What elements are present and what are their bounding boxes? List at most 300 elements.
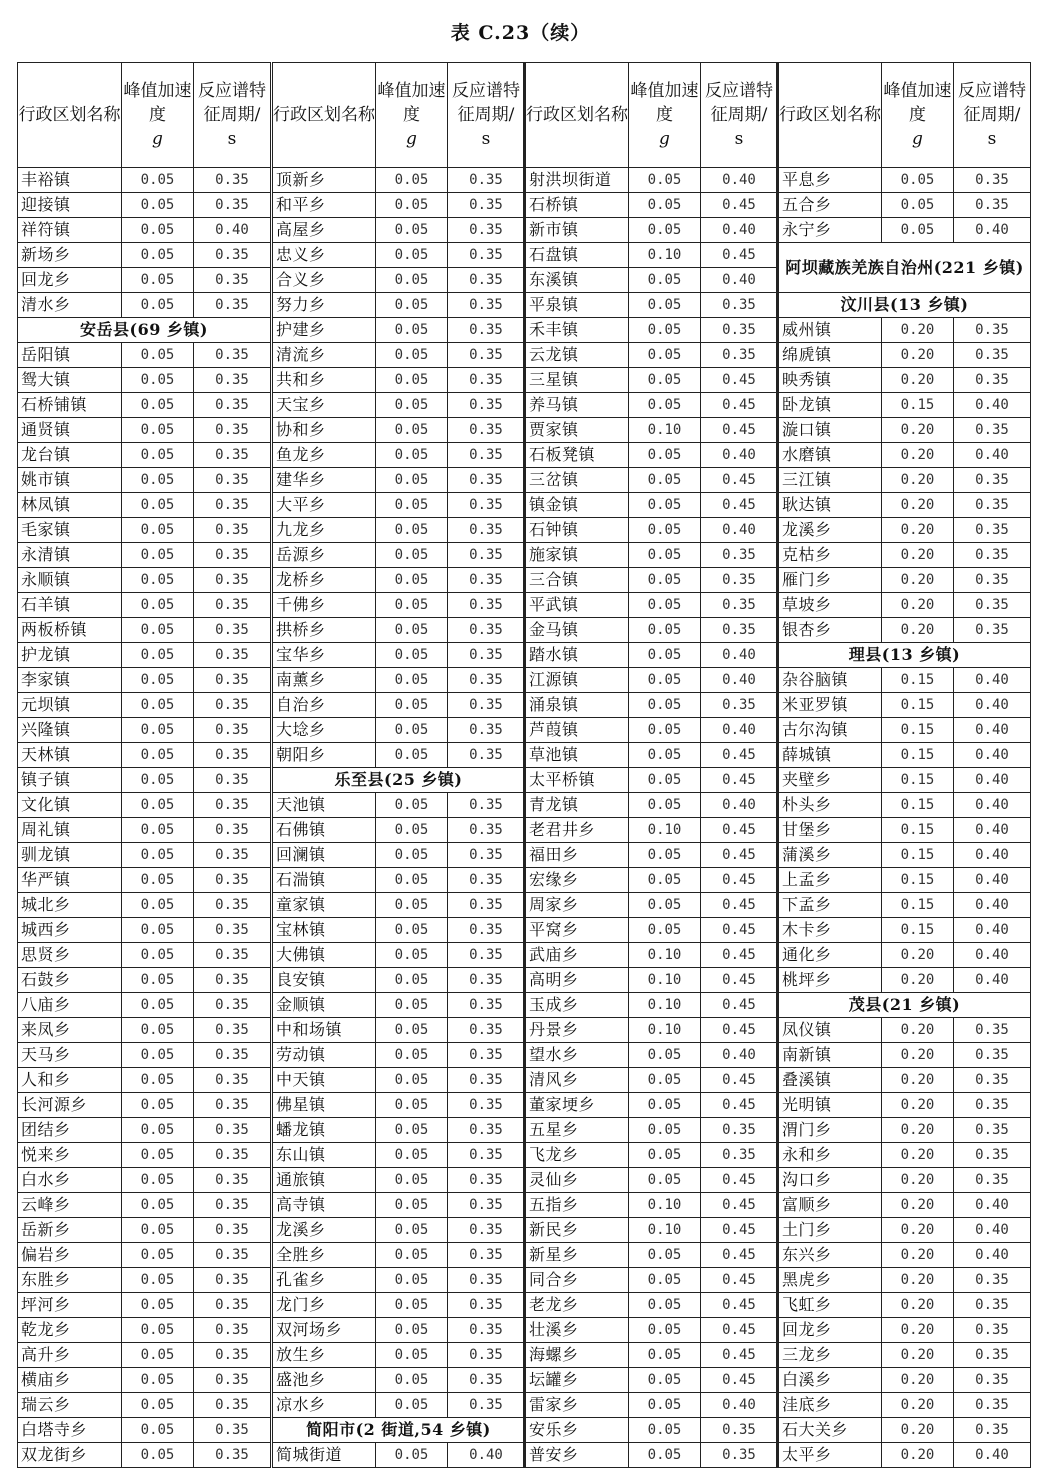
table-row <box>18 693 271 718</box>
region-name: 鸳大镇 <box>18 368 122 393</box>
region-name: 石大关乡 <box>778 1418 882 1443</box>
table-row <box>525 1418 778 1443</box>
region-name: 横庙乡 <box>18 1368 122 1393</box>
response-period: 0.35 <box>701 693 778 718</box>
response-period: 0.35 <box>448 1268 525 1293</box>
table-row <box>272 1293 525 1318</box>
peak-acceleration: 0.05 <box>376 1368 448 1393</box>
response-period: 0.35 <box>448 618 525 643</box>
table-row <box>778 318 1031 343</box>
table-row <box>525 793 778 818</box>
response-period: 0.40 <box>954 793 1031 818</box>
region-name: 良安镇 <box>272 968 376 993</box>
response-period: 0.35 <box>194 1418 271 1443</box>
region-name: 东胜乡 <box>18 1268 122 1293</box>
peak-acceleration: 0.05 <box>122 643 194 668</box>
response-period: 0.45 <box>701 368 778 393</box>
region-name: 九龙乡 <box>272 518 376 543</box>
table-row <box>525 593 778 618</box>
response-period: 0.40 <box>701 518 778 543</box>
peak-acceleration: 0.15 <box>882 768 954 793</box>
table-row <box>525 393 778 418</box>
response-period: 0.35 <box>194 1243 271 1268</box>
region-name: 海螺乡 <box>525 1343 629 1368</box>
table-row <box>778 843 1031 868</box>
region-name: 玉成乡 <box>525 993 629 1018</box>
table-row <box>525 993 778 1018</box>
peak-acceleration: 0.15 <box>882 718 954 743</box>
response-period: 0.35 <box>448 818 525 843</box>
peak-acceleration: 0.05 <box>376 1118 448 1143</box>
table-row <box>525 868 778 893</box>
table-row <box>272 618 525 643</box>
region-name: 普安乡 <box>525 1443 629 1468</box>
table-row <box>778 1318 1031 1343</box>
table-row <box>18 543 271 568</box>
response-period: 0.45 <box>701 768 778 793</box>
peak-acceleration: 0.05 <box>629 368 701 393</box>
region-name: 沟口乡 <box>778 1168 882 1193</box>
peak-acceleration: 0.05 <box>629 193 701 218</box>
peak-acceleration: 0.15 <box>882 393 954 418</box>
response-period: 0.45 <box>701 743 778 768</box>
header-name: 行政区划名称 <box>18 63 122 168</box>
table-row <box>272 743 525 768</box>
unit-g: g <box>152 129 163 149</box>
region-name: 三龙乡 <box>778 1343 882 1368</box>
peak-acceleration: 0.05 <box>376 993 448 1018</box>
region-name: 龙溪乡 <box>778 518 882 543</box>
peak-acceleration: 0.05 <box>629 493 701 518</box>
table-row <box>18 393 271 418</box>
peak-acceleration: 0.20 <box>882 1243 954 1268</box>
data-table-grid <box>17 62 1029 1468</box>
table-row <box>778 1143 1031 1168</box>
peak-acceleration: 0.05 <box>376 1343 448 1368</box>
peak-acceleration: 0.20 <box>882 443 954 468</box>
table-row <box>778 1068 1031 1093</box>
peak-acceleration: 0.05 <box>629 718 701 743</box>
response-period: 0.35 <box>194 193 271 218</box>
region-name: 高寺镇 <box>272 1193 376 1218</box>
peak-acceleration: 0.05 <box>376 618 448 643</box>
region-name: 石钟镇 <box>525 518 629 543</box>
table-row <box>18 343 271 368</box>
region-name: 双龙街乡 <box>18 1443 122 1468</box>
response-period: 0.45 <box>701 418 778 443</box>
response-period: 0.40 <box>954 1193 1031 1218</box>
region-name: 劳动镇 <box>272 1043 376 1068</box>
region-name: 协和乡 <box>272 418 376 443</box>
peak-acceleration: 0.05 <box>376 243 448 268</box>
peak-acceleration: 0.05 <box>629 393 701 418</box>
table-row <box>272 468 525 493</box>
response-period: 0.35 <box>194 743 271 768</box>
response-period: 0.35 <box>194 718 271 743</box>
peak-acceleration: 0.05 <box>629 443 701 468</box>
region-name: 威州镇 <box>778 318 882 343</box>
response-period: 0.35 <box>954 518 1031 543</box>
region-name: 石板凳镇 <box>525 443 629 468</box>
table-row <box>778 368 1031 393</box>
response-period: 0.40 <box>954 668 1031 693</box>
table-row <box>272 918 525 943</box>
section-row <box>778 243 1031 293</box>
region-name: 养马镇 <box>525 393 629 418</box>
peak-acceleration: 0.05 <box>376 543 448 568</box>
peak-acceleration: 0.05 <box>122 1418 194 1443</box>
peak-acceleration: 0.10 <box>629 1193 701 1218</box>
table-row <box>272 718 525 743</box>
peak-acceleration: 0.05 <box>122 868 194 893</box>
section-heading: 阿坝藏族羌族自治州(221 乡镇) <box>778 243 1031 293</box>
table-row <box>525 443 778 468</box>
response-period: 0.35 <box>194 593 271 618</box>
response-period: 0.35 <box>194 468 271 493</box>
region-name: 望水乡 <box>525 1043 629 1068</box>
response-period: 0.35 <box>448 393 525 418</box>
peak-acceleration: 0.05 <box>376 493 448 518</box>
table-row <box>272 593 525 618</box>
response-period: 0.35 <box>954 1043 1031 1068</box>
table-row <box>272 443 525 468</box>
region-name: 大平乡 <box>272 493 376 518</box>
response-period: 0.35 <box>954 1018 1031 1043</box>
peak-acceleration: 0.20 <box>882 1068 954 1093</box>
region-name: 三星镇 <box>525 368 629 393</box>
region-name: 石桥镇 <box>525 193 629 218</box>
table-row <box>272 518 525 543</box>
table-row <box>525 168 778 193</box>
response-period: 0.35 <box>194 1018 271 1043</box>
table-row <box>525 1218 778 1243</box>
region-name: 漩口镇 <box>778 418 882 443</box>
table-row <box>778 618 1031 643</box>
response-period: 0.45 <box>701 968 778 993</box>
response-period: 0.35 <box>194 918 271 943</box>
peak-acceleration: 0.20 <box>882 1443 954 1468</box>
table-row <box>272 1393 525 1418</box>
peak-acceleration: 0.05 <box>376 1268 448 1293</box>
table-row <box>272 968 525 993</box>
region-name: 新民乡 <box>525 1218 629 1243</box>
table-row <box>778 1093 1031 1118</box>
peak-acceleration: 0.15 <box>882 893 954 918</box>
table-row <box>18 593 271 618</box>
table-row <box>525 668 778 693</box>
region-name: 回龙乡 <box>18 268 122 293</box>
region-name: 永清镇 <box>18 543 122 568</box>
response-period: 0.35 <box>194 293 271 318</box>
response-period: 0.40 <box>954 693 1031 718</box>
peak-acceleration: 0.20 <box>882 1368 954 1393</box>
region-name: 下孟乡 <box>778 893 882 918</box>
table-row <box>778 568 1031 593</box>
table-row <box>18 293 271 318</box>
region-name: 龙门乡 <box>272 1293 376 1318</box>
response-period: 0.35 <box>194 1068 271 1093</box>
peak-acceleration: 0.20 <box>882 943 954 968</box>
region-name: 城北乡 <box>18 893 122 918</box>
peak-acceleration: 0.05 <box>122 893 194 918</box>
region-name: 石羊镇 <box>18 593 122 618</box>
region-name: 永顺镇 <box>18 568 122 593</box>
region-name: 岳新乡 <box>18 1218 122 1243</box>
response-period: 0.40 <box>701 268 778 293</box>
region-name: 元坝镇 <box>18 693 122 718</box>
region-name: 新场乡 <box>18 243 122 268</box>
response-period: 0.35 <box>194 1093 271 1118</box>
region-name: 建华乡 <box>272 468 376 493</box>
peak-acceleration: 0.05 <box>122 1193 194 1218</box>
table-row <box>18 1393 271 1418</box>
response-period: 0.45 <box>701 1068 778 1093</box>
table-row <box>18 1318 271 1343</box>
table-row <box>18 1368 271 1393</box>
section-row <box>272 768 525 793</box>
peak-acceleration: 0.05 <box>629 693 701 718</box>
response-period: 0.40 <box>701 218 778 243</box>
region-name: 平息乡 <box>778 168 882 193</box>
peak-acceleration: 0.05 <box>122 943 194 968</box>
response-period: 0.35 <box>448 1293 525 1318</box>
response-period: 0.35 <box>701 618 778 643</box>
peak-acceleration: 0.20 <box>882 593 954 618</box>
peak-acceleration: 0.05 <box>376 1443 448 1468</box>
table-row <box>778 443 1031 468</box>
peak-acceleration: 0.05 <box>376 1093 448 1118</box>
peak-acceleration: 0.20 <box>882 368 954 393</box>
region-name: 通旅镇 <box>272 1168 376 1193</box>
response-period: 0.35 <box>954 618 1031 643</box>
peak-acceleration: 0.05 <box>376 468 448 493</box>
response-period: 0.45 <box>701 818 778 843</box>
table-row <box>525 1243 778 1268</box>
peak-acceleration: 0.05 <box>122 693 194 718</box>
table-row <box>18 868 271 893</box>
region-name: 金马镇 <box>525 618 629 643</box>
peak-acceleration: 0.05 <box>376 843 448 868</box>
table-row <box>18 468 271 493</box>
header-name: 行政区划名称 <box>272 63 376 168</box>
peak-acceleration: 0.05 <box>122 518 194 543</box>
response-period: 0.40 <box>954 818 1031 843</box>
table-row <box>272 1443 525 1468</box>
table-row <box>778 518 1031 543</box>
table-row <box>272 393 525 418</box>
response-period: 0.35 <box>448 1143 525 1168</box>
table-row <box>18 168 271 193</box>
table-row <box>525 843 778 868</box>
region-name: 叠溪镇 <box>778 1068 882 1093</box>
table-row <box>778 1018 1031 1043</box>
peak-acceleration: 0.05 <box>376 568 448 593</box>
region-name: 大埝乡 <box>272 718 376 743</box>
peak-acceleration: 0.20 <box>882 318 954 343</box>
response-period: 0.40 <box>701 1043 778 1068</box>
region-name: 凤仪镇 <box>778 1018 882 1043</box>
peak-acceleration: 0.15 <box>882 668 954 693</box>
region-name: 太平桥镇 <box>525 768 629 793</box>
region-name: 三岔镇 <box>525 468 629 493</box>
region-name: 清流乡 <box>272 343 376 368</box>
table-row <box>272 368 525 393</box>
region-name: 中天镇 <box>272 1068 376 1093</box>
region-name: 老龙乡 <box>525 1293 629 1318</box>
response-period: 0.35 <box>448 318 525 343</box>
table-row <box>272 218 525 243</box>
peak-acceleration: 0.05 <box>376 1393 448 1418</box>
section-row <box>778 293 1031 318</box>
region-name: 岳阳镇 <box>18 343 122 368</box>
region-name: 通化乡 <box>778 943 882 968</box>
region-name: 禾丰镇 <box>525 318 629 343</box>
peak-acceleration: 0.05 <box>629 468 701 493</box>
header-name: 行政区划名称 <box>525 63 629 168</box>
response-period: 0.45 <box>701 393 778 418</box>
response-period: 0.35 <box>194 518 271 543</box>
peak-acceleration: 0.05 <box>122 1318 194 1343</box>
table-row <box>18 443 271 468</box>
table-row <box>778 1268 1031 1293</box>
region-name: 薛城镇 <box>778 743 882 768</box>
response-period: 0.35 <box>194 393 271 418</box>
peak-acceleration: 0.05 <box>122 1168 194 1193</box>
table-row <box>272 1368 525 1393</box>
peak-acceleration: 0.05 <box>376 168 448 193</box>
region-name: 周礼镇 <box>18 818 122 843</box>
peak-acceleration: 0.05 <box>122 393 194 418</box>
peak-acceleration: 0.05 <box>122 1393 194 1418</box>
region-name: 鱼龙乡 <box>272 443 376 468</box>
region-name: 射洪坝街道 <box>525 168 629 193</box>
peak-acceleration: 0.05 <box>629 218 701 243</box>
region-name: 卧龙镇 <box>778 393 882 418</box>
response-period: 0.35 <box>448 543 525 568</box>
region-name: 石鼓乡 <box>18 968 122 993</box>
peak-acceleration: 0.05 <box>376 518 448 543</box>
header-period: 反应谱特征周期/ s <box>954 63 1031 168</box>
table-row <box>525 693 778 718</box>
peak-acceleration: 0.05 <box>122 1143 194 1168</box>
table-row <box>525 1268 778 1293</box>
peak-acceleration: 0.15 <box>882 793 954 818</box>
region-name: 千佛乡 <box>272 593 376 618</box>
table-row <box>18 843 271 868</box>
table-row <box>272 843 525 868</box>
region-name: 米亚罗镇 <box>778 693 882 718</box>
peak-acceleration: 0.05 <box>122 718 194 743</box>
peak-acceleration: 0.05 <box>882 168 954 193</box>
region-name: 高升乡 <box>18 1343 122 1368</box>
region-name: 金顺镇 <box>272 993 376 1018</box>
table-row <box>272 1318 525 1343</box>
table-row <box>272 1243 525 1268</box>
response-period: 0.35 <box>194 1193 271 1218</box>
table-row <box>272 1268 525 1293</box>
section-row <box>18 318 271 343</box>
table-row <box>778 793 1031 818</box>
response-period: 0.45 <box>701 1193 778 1218</box>
table-row <box>778 1393 1031 1418</box>
peak-acceleration: 0.05 <box>376 1293 448 1318</box>
table-row <box>778 343 1031 368</box>
peak-acceleration: 0.05 <box>122 793 194 818</box>
region-name: 悦来乡 <box>18 1143 122 1168</box>
region-name: 石盘镇 <box>525 243 629 268</box>
region-name: 五合乡 <box>778 193 882 218</box>
peak-acceleration: 0.20 <box>882 568 954 593</box>
region-name: 宏缘乡 <box>525 868 629 893</box>
region-name: 简城街道 <box>272 1443 376 1468</box>
table-row <box>272 943 525 968</box>
response-period: 0.35 <box>954 1068 1031 1093</box>
response-period: 0.35 <box>954 1118 1031 1143</box>
header-row <box>272 63 525 168</box>
region-name: 长河源乡 <box>18 1093 122 1118</box>
table-row <box>525 1393 778 1418</box>
peak-acceleration: 0.05 <box>122 368 194 393</box>
response-period: 0.35 <box>194 1118 271 1143</box>
region-name: 努力乡 <box>272 293 376 318</box>
peak-acceleration: 0.20 <box>882 493 954 518</box>
table-row <box>272 1218 525 1243</box>
response-period: 0.35 <box>194 1218 271 1243</box>
table-row <box>272 1118 525 1143</box>
table-row <box>525 343 778 368</box>
peak-acceleration: 0.05 <box>376 1018 448 1043</box>
peak-acceleration: 0.05 <box>122 193 194 218</box>
peak-acceleration: 0.05 <box>629 1393 701 1418</box>
peak-acceleration: 0.20 <box>882 1343 954 1368</box>
response-period: 0.35 <box>194 893 271 918</box>
table-row <box>778 693 1031 718</box>
table-panel-2 <box>270 62 523 1468</box>
response-period: 0.35 <box>448 1318 525 1343</box>
peak-acceleration: 0.05 <box>122 443 194 468</box>
table-row <box>778 668 1031 693</box>
peak-acceleration: 0.05 <box>122 818 194 843</box>
region-name: 平泉镇 <box>525 293 629 318</box>
response-period: 0.45 <box>701 243 778 268</box>
region-name: 迎接镇 <box>18 193 122 218</box>
peak-acceleration: 0.05 <box>629 268 701 293</box>
peak-acceleration: 0.20 <box>882 543 954 568</box>
table-row <box>272 1043 525 1068</box>
peak-acceleration: 0.05 <box>122 618 194 643</box>
table-row <box>18 1218 271 1243</box>
table-row <box>18 368 271 393</box>
response-period: 0.40 <box>954 918 1031 943</box>
response-period: 0.45 <box>701 1093 778 1118</box>
header-pga: 峰值加速度 g <box>882 63 954 168</box>
region-name: 雁门乡 <box>778 568 882 593</box>
peak-acceleration: 0.05 <box>376 1318 448 1343</box>
table-row <box>272 818 525 843</box>
region-name: 东兴乡 <box>778 1243 882 1268</box>
region-name: 全胜乡 <box>272 1243 376 1268</box>
region-name: 映秀镇 <box>778 368 882 393</box>
peak-acceleration: 0.20 <box>882 418 954 443</box>
region-name: 夹壁乡 <box>778 768 882 793</box>
response-period: 0.35 <box>701 1418 778 1443</box>
response-period: 0.45 <box>701 1268 778 1293</box>
region-name: 壮溪乡 <box>525 1318 629 1343</box>
region-name: 共和乡 <box>272 368 376 393</box>
peak-acceleration: 0.05 <box>629 1043 701 1068</box>
table-row <box>18 518 271 543</box>
table-row <box>272 1018 525 1043</box>
